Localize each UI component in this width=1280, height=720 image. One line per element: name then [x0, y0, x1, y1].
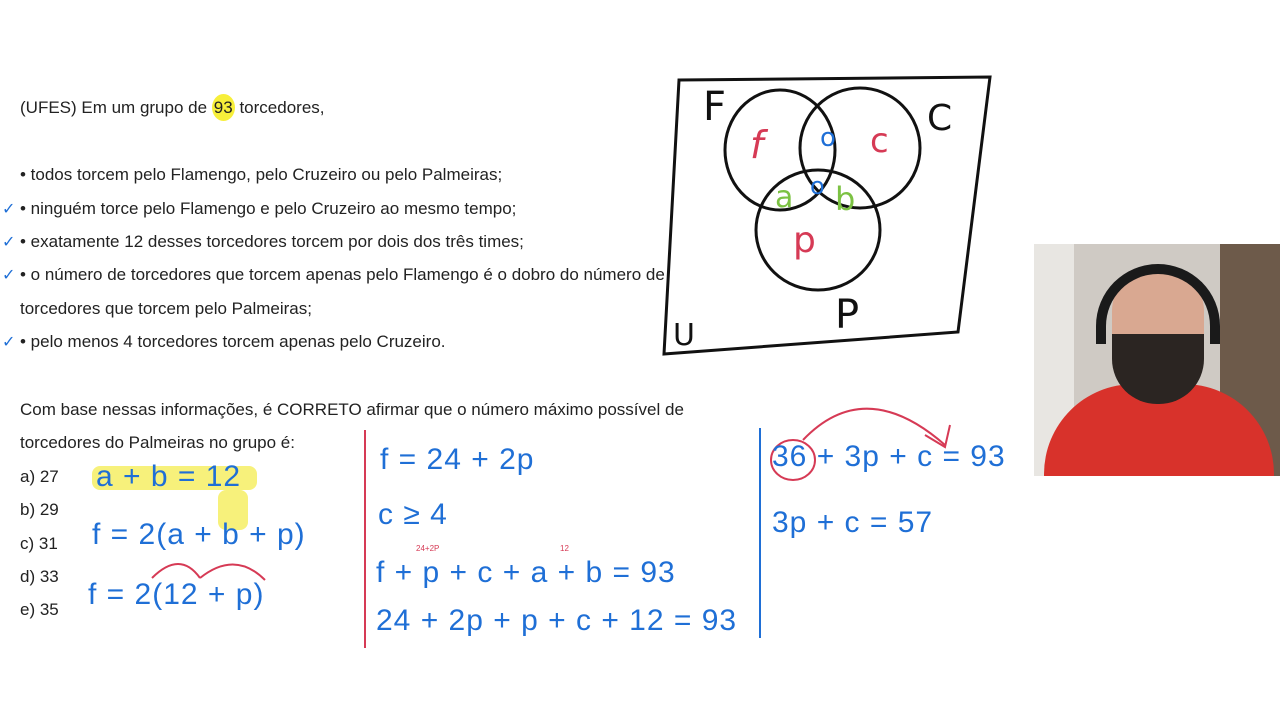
bullet: torcedores que torcem pelo Palmeiras; — [20, 299, 312, 318]
option-c: c) 31 — [20, 534, 58, 553]
hw-note: 24+2P — [416, 544, 440, 553]
bullet: • ninguém torce pelo Flamengo e pelo Cruzeiro ao mesmo tempo; — [20, 199, 517, 218]
headphones — [1096, 264, 1220, 344]
intro-line — [20, 98, 325, 118]
checkmark-icon: ✓ — [2, 265, 16, 284]
region-f: f — [750, 123, 764, 167]
hw-equation: a + b = 12 — [96, 460, 242, 493]
bullet: • pelo menos 4 torcedores torcem apenas pelo Cruzeiro. — [20, 332, 446, 351]
column-divider — [364, 430, 366, 648]
bullet: • o número de torcedores que torcem apenas pelo Flamengo é o dobro do número de — [20, 265, 665, 284]
region-a: a — [775, 180, 794, 215]
option-b: b) 29 — [20, 500, 59, 519]
bullet: • exatamente 12 desses torcedores torcem por dois dos três times; — [20, 232, 524, 251]
bullet: • todos torcem pelo Flamengo, pelo Cruzeiro ou pelo Palmeiras; — [20, 165, 503, 184]
intro-prefix: (UFES) Em um grupo de — [20, 98, 208, 117]
label-P: P — [835, 292, 860, 338]
hw-equation: 3p + c = 57 — [772, 506, 934, 539]
question-line: torcedores do Palmeiras no grupo é: — [20, 433, 295, 452]
hw-equation: 24 + 2p + p + c + 12 = 93 — [376, 604, 738, 637]
option-a: a) 27 — [20, 467, 59, 486]
hw-equation: f = 2(12 + p) — [88, 578, 265, 611]
red-arrow-annotation — [140, 550, 280, 590]
label-U: U — [673, 318, 695, 353]
hw-equation: f = 24 + 2p — [380, 443, 535, 476]
hw-note: 12 — [560, 544, 569, 553]
label-C: C — [927, 98, 953, 139]
option-e: e) 35 — [20, 600, 59, 619]
label-F: F — [703, 84, 727, 130]
hw-equation: c ≥ 4 — [378, 498, 448, 531]
highlighted-number: 93 — [212, 94, 235, 121]
checkmark-icon: ✓ — [2, 232, 16, 251]
region-c: c — [870, 121, 889, 161]
checkmark-icon: ✓ — [2, 332, 16, 351]
question-line: Com base nessas informações, é CORRETO afirmar que o número máximo possível de — [20, 400, 684, 419]
hw-equation: f + p + c + a + b = 93 — [376, 556, 676, 589]
hw-equation: 36 + 3p + c = 93 — [772, 440, 1006, 473]
region-fc: o — [820, 123, 836, 153]
region-p: p — [793, 220, 816, 261]
intro-suffix: torcedores, — [239, 98, 325, 117]
venn-diagram — [655, 70, 1000, 365]
checkmark-icon: ✓ — [2, 199, 16, 218]
column-divider — [759, 428, 761, 638]
option-d: d) 33 — [20, 567, 59, 586]
region-b: b — [835, 180, 856, 218]
region-center: o — [810, 172, 825, 200]
webcam-video — [1034, 244, 1280, 476]
hw-equation: f = 2(a + b + p) — [92, 518, 306, 551]
